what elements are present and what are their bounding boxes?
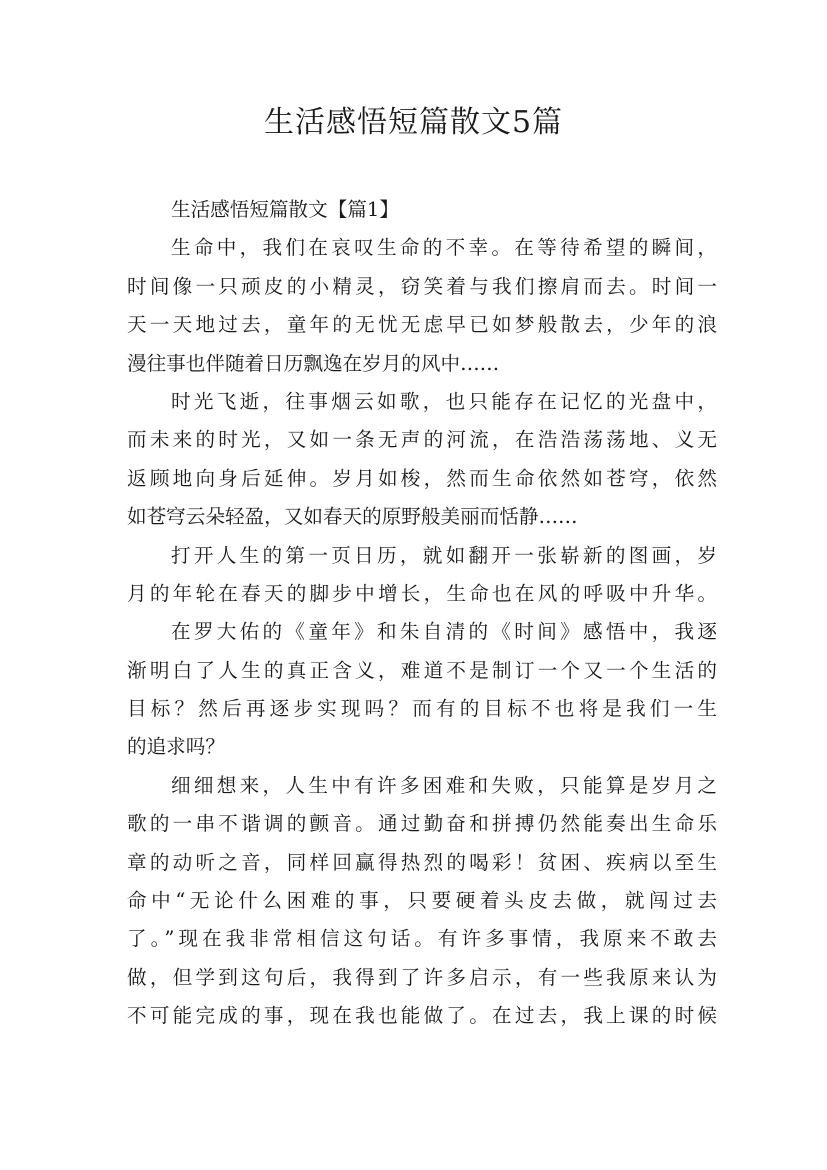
paragraph-line: 做，但学到这句后，我得到了许多启示，有一些我原来认为 <box>127 965 717 989</box>
paragraph-line: 命中“无论什么困难的事，只要硬着头皮去做，就闯过去 <box>127 889 717 913</box>
paragraph-line: 如苍穹云朵轻盈，又如春天的原野般美丽而恬静…… <box>127 505 578 529</box>
section-heading: 生活感悟短篇散文【篇1】 <box>171 198 399 221</box>
paragraph-line: 而未来的时光，又如一条无声的河流，在浩浩荡荡地、义无 <box>127 428 717 452</box>
paragraph-line: 在罗大佑的《童年》和朱自清的《时间》感悟中，我逐 <box>171 620 717 644</box>
paragraph-line: 打开人生的第一页日历，就如翻开一张崭新的图画，岁 <box>171 543 717 567</box>
paragraph-line: 不可能完成的事，现在我也能做了。在过去，我上课的时候 <box>127 1004 717 1028</box>
paragraph-line: 天一天地过去，童年的无忧无虑早已如梦般散去，少年的浪 <box>127 313 717 337</box>
paragraph-line: 目标？然后再逐步实现吗？而有的目标不也将是我们一生 <box>127 697 717 721</box>
document-title: 生活感悟短篇散文5篇 <box>263 105 564 140</box>
paragraph-line: 时光飞逝，往事烟云如歌，也只能存在记忆的光盘中， <box>171 389 717 413</box>
paragraph-line: 时间像一只顽皮的小精灵，窃笑着与我们擦肩而去。时间一 <box>127 274 717 298</box>
paragraph-line: 歌的一串不谐调的颤音。通过勤奋和拼搏仍然能奏出生命乐 <box>127 812 717 836</box>
document-body <box>127 191 717 1036</box>
paragraph-line: 的追求吗？ <box>127 735 225 759</box>
paragraph-line: 月的年轮在春天的脚步中增长，生命也在风的呼吸中升华。 <box>127 581 717 605</box>
paragraph-line: 了。”现在我非常相信这句话。有许多事情，我原来不敢去 <box>127 927 717 951</box>
paragraph-line: 章的动听之音，同样回赢得热烈的喝彩！贫困、疾病以至生 <box>127 850 717 874</box>
paragraph-line: 漫往事也伴随着日历飘逸在岁月的风中…… <box>127 351 500 375</box>
paragraph-line: 生命中，我们在哀叹生命的不幸。在等待希望的瞬间， <box>171 236 717 260</box>
paragraph-line: 细细想来，人生中有许多困难和失败，只能算是岁月之 <box>171 773 717 797</box>
paragraph-line: 渐明白了人生的真正含义，难道不是制订一个又一个生活的 <box>127 658 717 682</box>
paragraph-line: 返顾地向身后延伸。岁月如梭，然而生命依然如苍穹，依然 <box>127 466 717 490</box>
